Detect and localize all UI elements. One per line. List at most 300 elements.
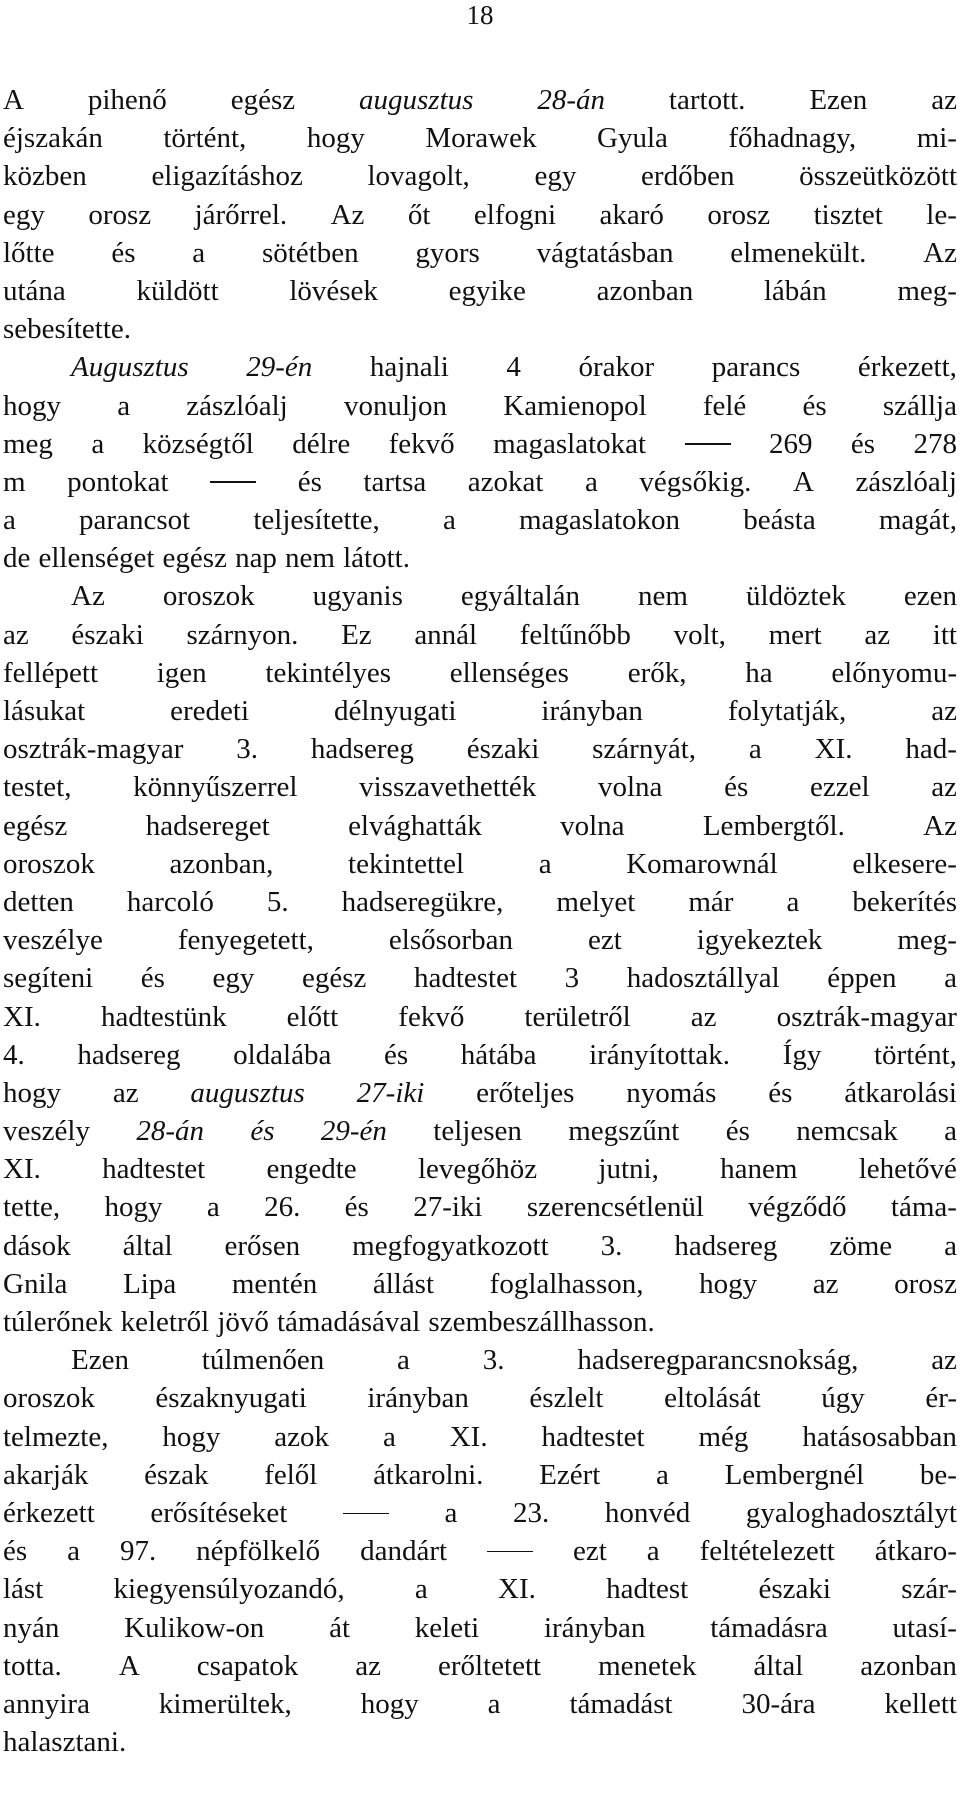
text-line [3, 1379, 957, 1417]
italic-word: augusztus [359, 84, 474, 116]
word: végsőkig. [639, 465, 752, 498]
word: ezt [573, 1535, 607, 1568]
word: irányban [367, 1382, 469, 1415]
word: m [3, 465, 26, 498]
word: egész [3, 809, 68, 842]
word: oroszok [3, 847, 95, 880]
word: Ezen [809, 84, 868, 116]
text-line [3, 1074, 957, 1112]
word: észlelt [529, 1382, 604, 1415]
word: járőrrel. [194, 198, 288, 231]
word: feltűnőbb [519, 618, 631, 651]
word: és [724, 771, 749, 804]
word: nyomás [626, 1076, 717, 1109]
word: területről [524, 1000, 631, 1033]
text-line [3, 692, 957, 730]
word: ha [745, 656, 773, 689]
word: hogy [3, 1076, 61, 1109]
word: pontokat [67, 465, 169, 498]
word: irányban [543, 1611, 646, 1644]
word: az [812, 1267, 839, 1300]
word: közben [3, 160, 87, 193]
word: népfölkelő [196, 1535, 321, 1568]
paragraph [3, 1341, 957, 1761]
word: Ezért [539, 1458, 601, 1491]
word: át [329, 1611, 351, 1644]
word: erősen [224, 1229, 301, 1262]
word: azok [274, 1420, 330, 1453]
word: tekintettel [348, 847, 465, 880]
word: hogy [306, 122, 365, 155]
word: hogy [162, 1420, 221, 1453]
word: a [382, 1420, 396, 1453]
word: megszűnt [568, 1115, 680, 1148]
paragraph [3, 81, 957, 348]
word: könnyűszerrel [133, 771, 298, 804]
word: Komarownál [626, 847, 778, 880]
word: és [850, 427, 876, 460]
word: éppen [827, 962, 897, 995]
word: hadseregparancsnokság, [577, 1344, 859, 1377]
word: nem [638, 580, 688, 613]
word: a [3, 504, 16, 537]
word: bekerítés [852, 885, 957, 918]
word: a [206, 1191, 220, 1224]
word: orosz [707, 198, 771, 231]
word: támadást [569, 1687, 673, 1720]
word: osztrák-magyar [776, 1000, 957, 1033]
word: 23. [513, 1496, 550, 1529]
word: a [944, 1115, 957, 1148]
word: történt, [163, 122, 247, 155]
word: zászlóalj [186, 389, 288, 422]
word: felől [264, 1458, 318, 1491]
word: hogy [104, 1191, 163, 1224]
word: történt, [873, 1038, 957, 1071]
word: felé [702, 389, 747, 422]
word: eredeti [170, 695, 250, 727]
word: hadosztállyal [626, 962, 780, 995]
word: a [487, 1687, 501, 1720]
word: zászlóalj [855, 465, 957, 498]
text-line [3, 119, 957, 157]
word: halasztani. [3, 1726, 127, 1759]
word: kiegyensúlyozandó, [113, 1573, 345, 1606]
text-line [3, 501, 957, 539]
word: egy [534, 160, 577, 193]
word: XI. [814, 733, 853, 766]
word: hadsereg [77, 1038, 181, 1071]
word: által [753, 1649, 804, 1682]
word: magaslatokat [493, 427, 647, 460]
paragraph [3, 348, 957, 577]
word: szárnyon. [186, 618, 299, 651]
word: tekintélyes [265, 656, 392, 689]
word: a [585, 465, 598, 498]
text-line [3, 577, 957, 615]
word: oroszok [3, 1382, 95, 1415]
word: Az [71, 580, 105, 613]
word: oroszok [162, 580, 255, 613]
text-line [3, 1341, 957, 1379]
word: nem [285, 542, 335, 575]
word: és [725, 1115, 750, 1148]
word: A [792, 465, 814, 498]
text-line [3, 1265, 957, 1303]
word: Kulikow-on [124, 1611, 265, 1644]
word: menetek [598, 1649, 697, 1682]
word: az [931, 695, 957, 727]
word: magaslatokon [518, 504, 681, 537]
word: és [383, 1038, 409, 1071]
word: 5. [266, 885, 289, 918]
word: túlerőnek [3, 1306, 113, 1338]
word: lőtte [3, 236, 55, 269]
word: az [931, 84, 957, 116]
word: mi- [916, 122, 957, 155]
word: a [91, 427, 105, 460]
word: segíteni [3, 962, 94, 995]
word: kimerültek, [158, 1687, 292, 1720]
word: levegőhöz [417, 1153, 538, 1186]
word: a [656, 1458, 669, 1491]
word: azokat [467, 465, 544, 498]
word: XI. [449, 1420, 488, 1453]
word: sötétben [261, 236, 359, 269]
word: Így [782, 1038, 822, 1071]
word: az [931, 771, 957, 804]
word: hadsereg [310, 733, 414, 766]
word: egész [162, 542, 227, 575]
word: folytatják, [727, 695, 847, 727]
word: hogy [3, 389, 61, 422]
word: hadsereget [145, 809, 270, 842]
word: irányban [541, 695, 643, 727]
word: szár- [901, 1573, 957, 1606]
word: 4 [506, 351, 521, 384]
word: Lembergtől. [702, 809, 845, 842]
word: nemcsak [796, 1115, 898, 1148]
text-line [3, 807, 957, 845]
italic-word: 28-án [537, 84, 606, 116]
text-line [3, 1647, 957, 1685]
word: fellépett [3, 656, 99, 689]
text-line [3, 998, 957, 1036]
text-line [3, 730, 957, 768]
word: igyekeztek [696, 924, 823, 957]
word: orosz [88, 198, 152, 231]
word: északnyugati [155, 1382, 307, 1415]
word: meg- [897, 924, 957, 957]
word: lovagolt, [367, 160, 470, 193]
word: visszavethették [359, 771, 537, 804]
word: elsősorban [388, 924, 513, 957]
text-line [3, 616, 957, 654]
word: ugyanis [312, 580, 403, 613]
word: 27-iki [413, 1191, 483, 1224]
word: előtt [286, 1000, 339, 1033]
word: egy [212, 962, 255, 995]
word: a [538, 847, 552, 880]
word: lásukat [3, 695, 86, 727]
word: hatásosabban [802, 1420, 957, 1453]
text-line [3, 1570, 957, 1608]
word: A [118, 1649, 140, 1682]
word: Morawek [425, 122, 537, 155]
word: zöme [829, 1229, 893, 1262]
word: nyán [3, 1611, 60, 1644]
text-line [3, 768, 957, 806]
word: pihenő [87, 84, 167, 116]
word: utána [3, 274, 66, 307]
word: hadtestet [413, 962, 518, 995]
word: Ez [341, 618, 372, 651]
text-line [3, 883, 957, 921]
word: eltolását [664, 1382, 761, 1415]
dash-rule [487, 1551, 533, 1553]
word: Gyula [597, 122, 668, 155]
word: XI. [3, 1153, 41, 1186]
word: fenyegetett, [177, 924, 314, 957]
word: Lembergnél [724, 1458, 865, 1491]
text-line [3, 845, 957, 883]
word: 3. [236, 733, 258, 766]
word: XI. [498, 1573, 536, 1606]
word: úgy [821, 1382, 865, 1415]
word: erősítéseket [150, 1496, 288, 1529]
word: jutni, [598, 1153, 659, 1186]
word: érkezett [3, 1496, 95, 1529]
word: Lipa [123, 1267, 177, 1300]
text-line [3, 1456, 957, 1494]
word: jövő [217, 1306, 269, 1338]
word: a [117, 389, 131, 422]
word: 3. [482, 1344, 505, 1377]
word: magát, [878, 504, 957, 537]
word: testet, [3, 771, 72, 804]
word: és [140, 962, 165, 995]
word: szerencsétlenül [526, 1191, 704, 1224]
italic-word: 29-én [246, 351, 313, 384]
word: a [944, 962, 957, 995]
word: azonban [596, 274, 694, 307]
word: XI. [3, 1000, 41, 1033]
word: a [786, 885, 800, 918]
word: annyira [3, 1687, 90, 1720]
text-line [3, 1494, 957, 1532]
word: az [931, 1344, 957, 1377]
word: átkarolási [844, 1076, 957, 1109]
word: parancsot [79, 504, 191, 537]
word: főhadnagy, [728, 122, 857, 155]
word: a [444, 1496, 458, 1529]
word: községtől [142, 427, 254, 460]
word: túlmenően [201, 1344, 325, 1377]
word: totta. [3, 1649, 62, 1682]
text-line [3, 272, 957, 310]
word: elvághatták [348, 809, 482, 842]
word: akarják [3, 1458, 89, 1491]
word: elkesere- [852, 847, 957, 880]
word: állást [372, 1267, 435, 1300]
word: lást [3, 1573, 44, 1606]
word: szállja [882, 389, 957, 422]
dash-rule [685, 443, 731, 445]
word: vonuljon [343, 389, 448, 422]
text-line [3, 425, 957, 463]
text-line [3, 463, 957, 501]
word: és [768, 1076, 793, 1109]
word: lábán [763, 274, 827, 307]
word: dások [3, 1229, 71, 1262]
word: 3. [600, 1229, 623, 1262]
word: A [3, 84, 24, 116]
word: orosz [894, 1267, 957, 1300]
word: oldalába [233, 1038, 332, 1071]
word: még [698, 1420, 749, 1453]
word: előnyomu- [831, 656, 957, 689]
text-line [3, 1418, 957, 1456]
word: fekvő [388, 427, 455, 460]
text-line [3, 1188, 957, 1226]
word: üldöztek [745, 580, 846, 613]
word: Az [330, 198, 365, 231]
word: le- [926, 198, 957, 231]
word: parancs [711, 351, 801, 384]
word: azonban, [169, 847, 274, 880]
text-line [3, 1036, 957, 1074]
word: és [802, 389, 827, 422]
word: erőteljes [476, 1076, 575, 1109]
word: irányítottak. [589, 1038, 731, 1071]
word: azonban [860, 1649, 957, 1682]
word: összeütközött [799, 160, 957, 193]
word: gyors [415, 236, 480, 269]
word: 4. [3, 1038, 25, 1071]
word: fekvő [398, 1000, 465, 1033]
word: telmezte, [3, 1420, 109, 1453]
word: Az [923, 236, 957, 269]
word: tisztet [813, 198, 883, 231]
word: észak [144, 1458, 209, 1491]
word: Az [923, 809, 957, 842]
word: 3 [564, 962, 580, 995]
word: egész [301, 962, 367, 995]
text-line [3, 196, 957, 234]
word: igen [156, 656, 207, 689]
word: ellenséget [38, 542, 155, 575]
word: eligazításhoz [151, 160, 303, 193]
word: teljesítette, [253, 504, 380, 537]
word: a [67, 1535, 80, 1568]
word: hadtestet [102, 1153, 206, 1186]
text-line [3, 310, 957, 348]
word: gyaloghadosztályt [745, 1496, 957, 1529]
word: hadtest [606, 1573, 689, 1606]
italic-word: és [250, 1115, 275, 1148]
italic-word: 28-án [136, 1115, 204, 1148]
word: hogy [360, 1687, 419, 1720]
word: hadsereg [674, 1229, 778, 1262]
word: nap [235, 542, 277, 575]
text-line [3, 348, 957, 386]
page-number: 18 [466, 0, 494, 30]
word: az [355, 1649, 382, 1682]
text-line [3, 1609, 957, 1647]
word: északi [71, 618, 144, 651]
word: támadásával [276, 1306, 421, 1338]
word: tartott. [668, 84, 746, 116]
word: volna [560, 809, 625, 842]
word: érkezett, [857, 351, 957, 384]
word: utasí- [892, 1611, 957, 1644]
word: elfogni [473, 198, 557, 231]
word: egy [3, 198, 45, 231]
word: már [688, 885, 734, 918]
word: és [3, 1535, 28, 1568]
word: volna [597, 771, 663, 804]
word: meg [3, 427, 53, 460]
word: 30-ára [741, 1687, 816, 1720]
word: de [3, 542, 31, 575]
italic-word: 27-iki [356, 1076, 425, 1109]
word: be- [919, 1458, 957, 1491]
italic-word: augusztus [190, 1076, 305, 1109]
word: vágtatásban [536, 236, 674, 269]
text-line [3, 81, 957, 119]
word: Ezen [71, 1344, 129, 1377]
word: táma- [890, 1191, 957, 1224]
word: ellenséges [449, 656, 569, 689]
word: hátába [460, 1038, 537, 1071]
word: had- [905, 733, 957, 766]
word: osztrák-magyar [3, 733, 184, 766]
text-line [3, 539, 957, 577]
text-line [3, 1227, 957, 1265]
word: keleti [414, 1611, 480, 1644]
word: erők, [627, 656, 687, 689]
word: sebesítette. [3, 313, 132, 346]
text-line [3, 387, 957, 425]
em-dash [343, 1494, 389, 1532]
word: 97. [119, 1535, 157, 1568]
word: átkaro- [874, 1535, 957, 1568]
text-line [3, 1532, 957, 1570]
text-line [3, 921, 957, 959]
word: a [646, 1535, 660, 1568]
word: a [414, 1573, 428, 1606]
word: egész [230, 84, 296, 116]
word: melyet [556, 885, 636, 918]
em-dash [685, 425, 731, 463]
word: és [111, 236, 136, 269]
text-line [3, 1685, 957, 1723]
word: szembeszállhasson. [428, 1306, 655, 1338]
dash-rule [210, 481, 256, 483]
word: támadásra [710, 1611, 828, 1644]
text-line [3, 1303, 957, 1341]
word: erdőben [641, 160, 735, 193]
word: harcoló [126, 885, 214, 918]
word: éjszakán [3, 122, 103, 155]
word: detten [3, 885, 74, 918]
word: és [297, 465, 322, 498]
word: átkarolni. [373, 1458, 484, 1491]
word: órakor [578, 351, 655, 384]
word: az [690, 1000, 717, 1033]
word: annál [414, 618, 478, 651]
word: mentén [231, 1267, 318, 1300]
